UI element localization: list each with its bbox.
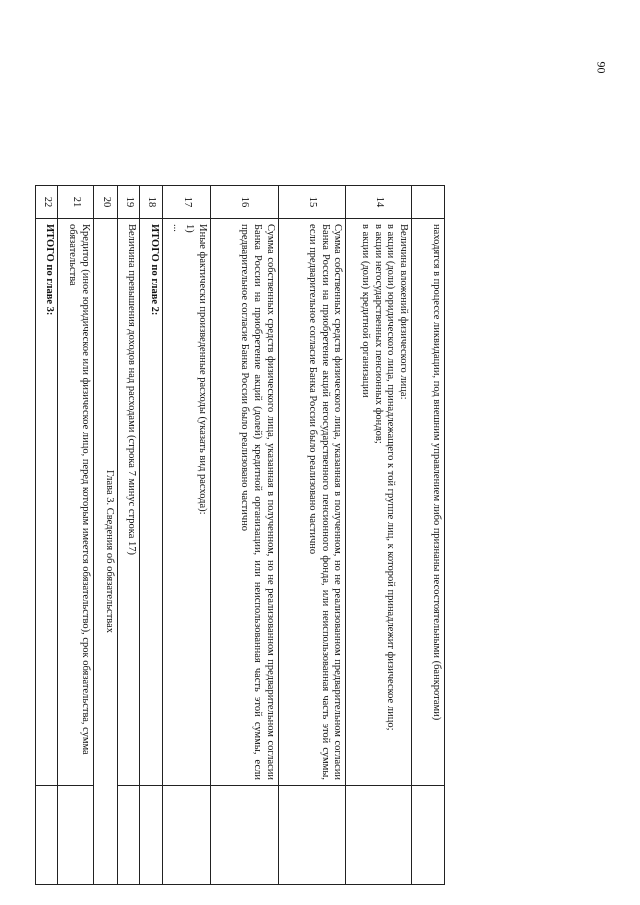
row-number-cell [412,186,445,219]
declaration-table [35,185,445,885]
value-cell [346,786,412,885]
table-row [57,186,93,885]
value-cell [118,786,140,885]
table-row [278,186,346,885]
table-row [163,186,211,885]
table-row [412,186,445,885]
table-row [36,186,58,885]
value-cell [278,786,346,885]
row-text-cell [210,219,278,786]
table-row [118,186,140,885]
value-cell [140,786,163,885]
row-text-cell [278,219,346,786]
row-text-cell [163,219,211,786]
row-title: Иные фактически произведенные расходы (указать вид расхода): [196,224,208,515]
row-number: 17 [163,186,211,219]
row-title: Величина вложений физического лица: [398,224,410,400]
row-number: 16 [210,186,278,219]
total-chapter-3: ИТОГО по главе 3: [43,224,55,316]
row-line: в акции негосударственных пенсионных фондов; [372,224,384,444]
row-number: 22 [36,186,58,219]
row-line: в акции (доли) кредитной организации [359,224,371,398]
row-number: 15 [278,186,346,219]
value-cell [412,786,445,885]
row-number: 21 [57,186,93,219]
row-text-cell [140,219,163,786]
row-text-cell [346,219,412,786]
document-table-container [35,185,445,885]
row-line: в акции (доли) юридического лица, принадлежащего к той группе лиц, к которой принадлежит физическое лицо; [385,224,397,731]
row-text-cell [36,219,58,786]
value-cell [210,786,278,885]
row-number: 14 [346,186,412,219]
page-number: 90 [594,61,609,74]
table-row [346,186,412,885]
row-text: Сумма собственных средств физического лица, указанная в полученном, но не реализованном предварительном согласии Банка России на приобретение акций (долей) кредитной организации, или неиспользованная часть этой суммы, если предварительное согласие Банка России было реализовано частично [238,224,276,780]
row-number: 18 [140,186,163,219]
row-item: 1) [183,224,195,233]
total-chapter-2: ИТОГО по главе 2: [149,224,161,316]
value-cell [36,786,58,885]
row-text-cell [118,219,140,786]
row-text: Величина превышения доходов над расходами (строка 7 минус строка 17) [126,224,138,555]
row-ellipsis: ... [171,224,183,232]
row-text: Сумма собственных средств физического лица, указанная в полученном, но не реализованном предварительном согласии Банка России на приобретение акций негосударственного пенсионного фонда, или неиспользованная часть этой суммы, если предварительное согласие Банка России было реализовано частично [306,224,344,780]
table-row [140,186,163,885]
row-text: находятся в процессе ликвидации, под внешним управлением либо признаны несостоятельными (банкротами) [431,224,442,721]
row-number: 20 [94,186,118,219]
row-text-cell [57,219,93,786]
row-number: 19 [118,186,140,219]
value-cell [163,786,211,885]
chapter-heading-cell [94,219,118,885]
table-row [94,186,118,885]
chapter-3-heading: Глава 3. Сведения об обязательствах [104,469,116,634]
row-text: Кредитор (иное юридическое или физическое лицо, перед которым имеется обязательство), срок обязательства, сумма обязательства [67,224,92,755]
value-cell [57,786,93,885]
table-row [210,186,278,885]
row-text-cell [412,219,445,786]
